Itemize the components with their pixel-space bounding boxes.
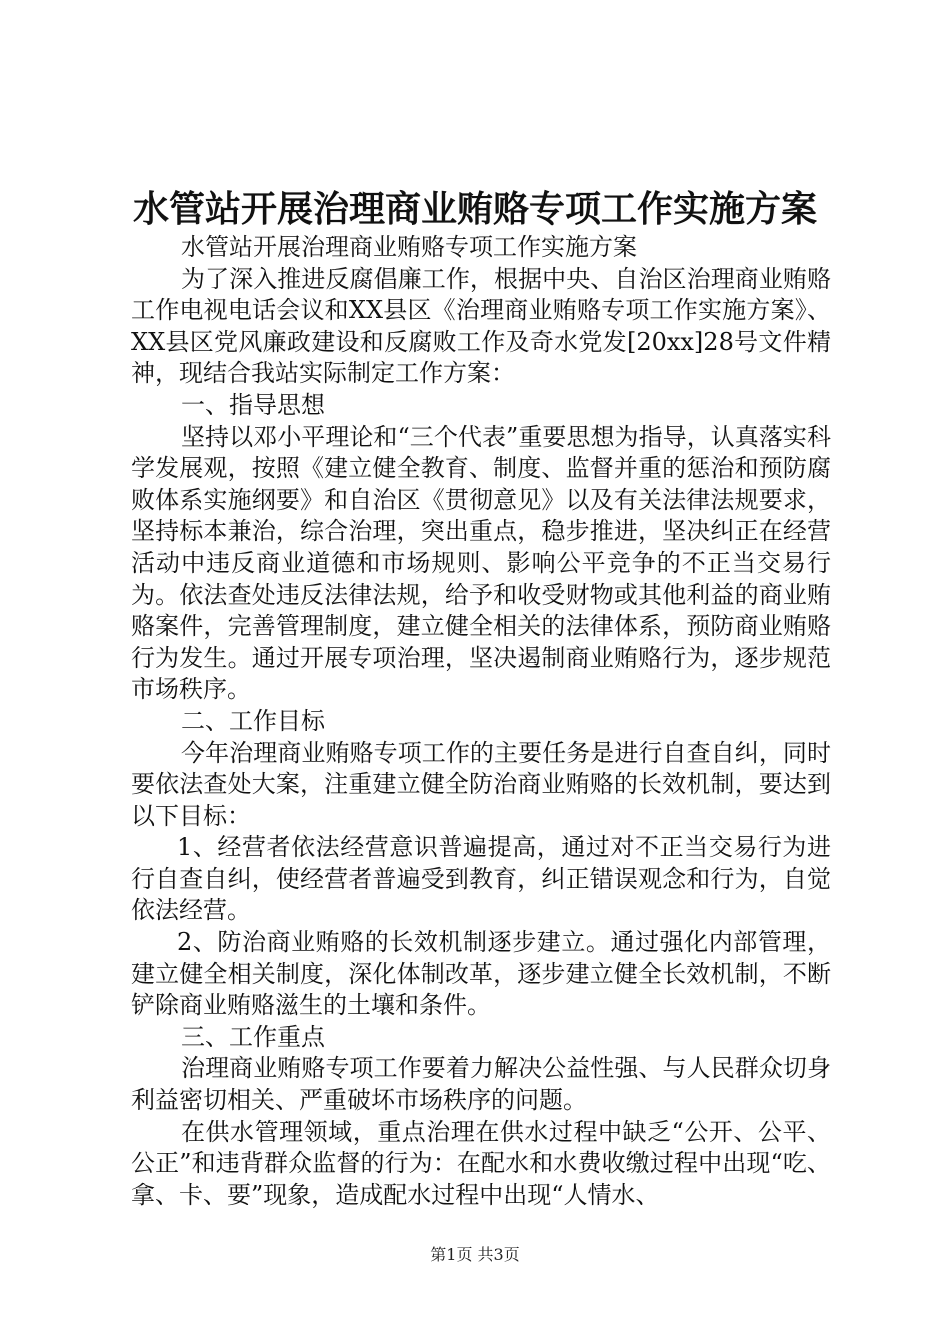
section-heading-work-goals: 二、工作目标	[181, 706, 325, 735]
section-heading-work-focus: 三、工作重点	[181, 1022, 325, 1051]
paragraph-subtitle: 水管站开展治理商业贿赂专项工作实施方案	[181, 233, 637, 261]
paragraph-work-focus: 治理商业贿赂专项工作要着力解决公益性强、与人民群众切身利益密切相关、严重破坏市场秩序的问题。	[131, 1054, 831, 1115]
page-number-footer: 第1页 共3页	[430, 1245, 520, 1264]
paragraph-guiding-ideology: 坚持以邓小平理论和“三个代表”重要思想为指导，认真落实科学发展观，按照《建立健全教育、制度、监督并重的惩治和预防腐败体系实施纲要》和自治区《贯彻意见》以及有关法律法规要求，坚持标本兼治，综合治理，突出重点，稳步推进，坚决纠正在经营活动中违反商业道德和市场规则、影响公平竞争的不正当交易行为。依法查处违反法律法规，给予和收受财物或其他利益的商业贿赂案件，完善管理制度，建立健全相关的法律体系，预防商业贿赂行为发生。通过开展专项治理，坚决遏制商业贿赂行为，逐步规范市场秩序。	[131, 422, 831, 704]
document-title: 水管站开展治理商业贿赂专项工作实施方案	[132, 188, 817, 230]
paragraph-water-supply: 在供水管理领域，重点治理在供水过程中缺乏“公开、公平、公正”和违背群众监督的行为：在配水和水费收缴过程中出现“吃、拿、卡、要”现象，造成配水过程中出现“人情水、	[131, 1117, 831, 1209]
paragraph-work-goals: 今年治理商业贿赂专项工作的主要任务是进行自查自纠，同时要依法查处大案，注重建立健全防治商业贿赂的长效机制，要达到以下目标：	[131, 738, 831, 830]
document-body	[131, 232, 831, 1211]
paragraph-goal-2: 2、防治商业贿赂的长效机制逐步建立。通过强化内部管理，建立健全相关制度，深化体制改革，逐步建立健全长效机制，不断铲除商业贿赂滋生的土壤和条件。	[131, 928, 831, 1020]
paragraph-intro: 为了深入推进反腐倡廉工作，根据中央、自治区治理商业贿赂工作电视电话会议和XX县区《治理商业贿赂专项工作实施方案》、XX县区党风廉政建设和反腐败工作及奇水党发[20xx]28号文件精神，现结合我站实际制定工作方案：	[131, 264, 831, 388]
section-heading-guiding-ideology: 一、指导思想	[181, 390, 325, 419]
paragraph-goal-1: 1、经营者依法经营意识普遍提高，通过对不正当交易行为进行自查自纠，使经营者普遍受到教育，纠正错误观念和行为，自觉依法经营。	[131, 833, 831, 925]
